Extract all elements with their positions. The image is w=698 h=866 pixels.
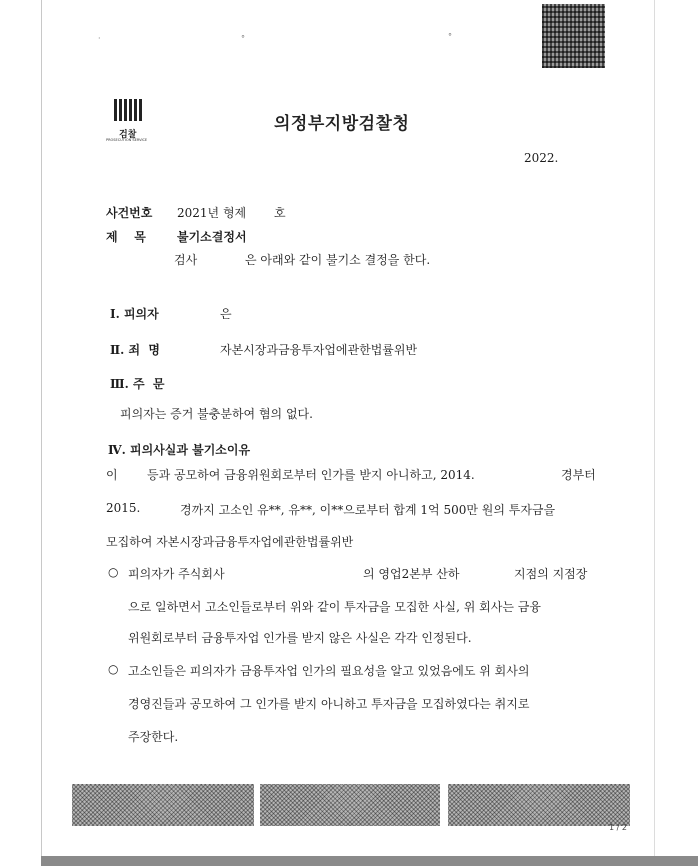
scanner-bottom-bar [41,856,698,866]
scan-dot: · [98,34,101,43]
office-title: 의정부지방검찰청 [274,114,410,134]
body-line-2b: 경까지 고소인 유**, 유**, 이**으로부터 합계 1억 500만 원의 투자금을 [180,503,556,517]
bullet-2-line-2: 경영진들과 공모하여 그 인가를 받지 아니하고 투자금을 모집하였다는 취지로 [128,697,530,711]
section-3-label: Ⅲ. 주 문 [110,377,165,391]
document-date: 2022. [524,151,559,165]
section-2-value: 자본시장과금융투자업에관한법률위반 [220,343,418,357]
bullet-2-line-1: 고소인들은 피의자가 금융투자업 인가의 필요성을 알고 있었음에도 위 회사의 [128,664,530,678]
scan-dot: ° [241,34,245,43]
logo-word: 검찰 [119,130,137,140]
logo-subtitle: PROSECUTION SERVICE [106,138,148,142]
scan-dot: ° [448,32,452,41]
redacted-barcode [448,784,630,826]
page-right-edge [654,0,655,866]
case-number-suffix: 호 [274,206,286,220]
bullet-1-line-3: 위원회로부터 금융투자업 인가를 받지 않은 사실은 각각 인정된다. [128,631,472,645]
bullet-1-line-2: 으로 일하면서 고소인들로부터 위와 같이 투자금을 모집한 사실, 위 회사는 금융 [128,600,541,614]
bullet-2-line-3: 주장한다. [128,730,179,744]
body-line-2a: 2015. [106,501,141,515]
bullet-1-marker: ○ [108,565,119,579]
section-3-text: 피의자는 증거 불충분하여 혐의 없다. [120,407,313,421]
intro-suffix: 은 아래와 같이 불기소 결정을 한다. [245,253,431,267]
body-line-3: 모집하여 자본시장과금융투자업에관한법률위반 [106,535,354,549]
bullet-1-line-1c: 지점의 지점장 [514,567,588,581]
intro-prefix: 검사 [174,253,198,267]
page-left-edge [41,0,42,866]
bullet-1-line-1a: 피의자가 주식회사 [128,567,225,581]
section-1-value: 은 [220,307,232,321]
section-4-label: Ⅳ. 피의사실과 불기소이유 [108,443,251,457]
redacted-barcode [260,784,440,826]
prosecution-logo [106,99,154,145]
qr-code [542,4,605,68]
body-line-1b: 등과 공모하여 금융위원회로부터 인가를 받지 아니하고, 2014. [147,468,475,482]
body-line-1a: 이 [106,468,118,482]
section-1-label: Ⅰ. 피의자 [110,307,159,321]
body-line-1c: 경부터 [561,468,596,482]
page-number: 1 / 2 [609,823,627,832]
section-2-label: Ⅱ. 죄 명 [110,343,161,357]
case-number-label: 사건번호 [106,206,153,220]
case-number-value: 2021년 형제 [177,206,247,220]
redacted-barcode [72,784,254,826]
bullet-1-line-1b: 의 영업2본부 산하 [363,567,460,581]
bullet-2-marker: ○ [108,662,119,676]
subject-value: 불기소결정서 [177,230,247,244]
logo-bars-icon [114,99,144,121]
subject-label: 제 목 [106,230,146,244]
